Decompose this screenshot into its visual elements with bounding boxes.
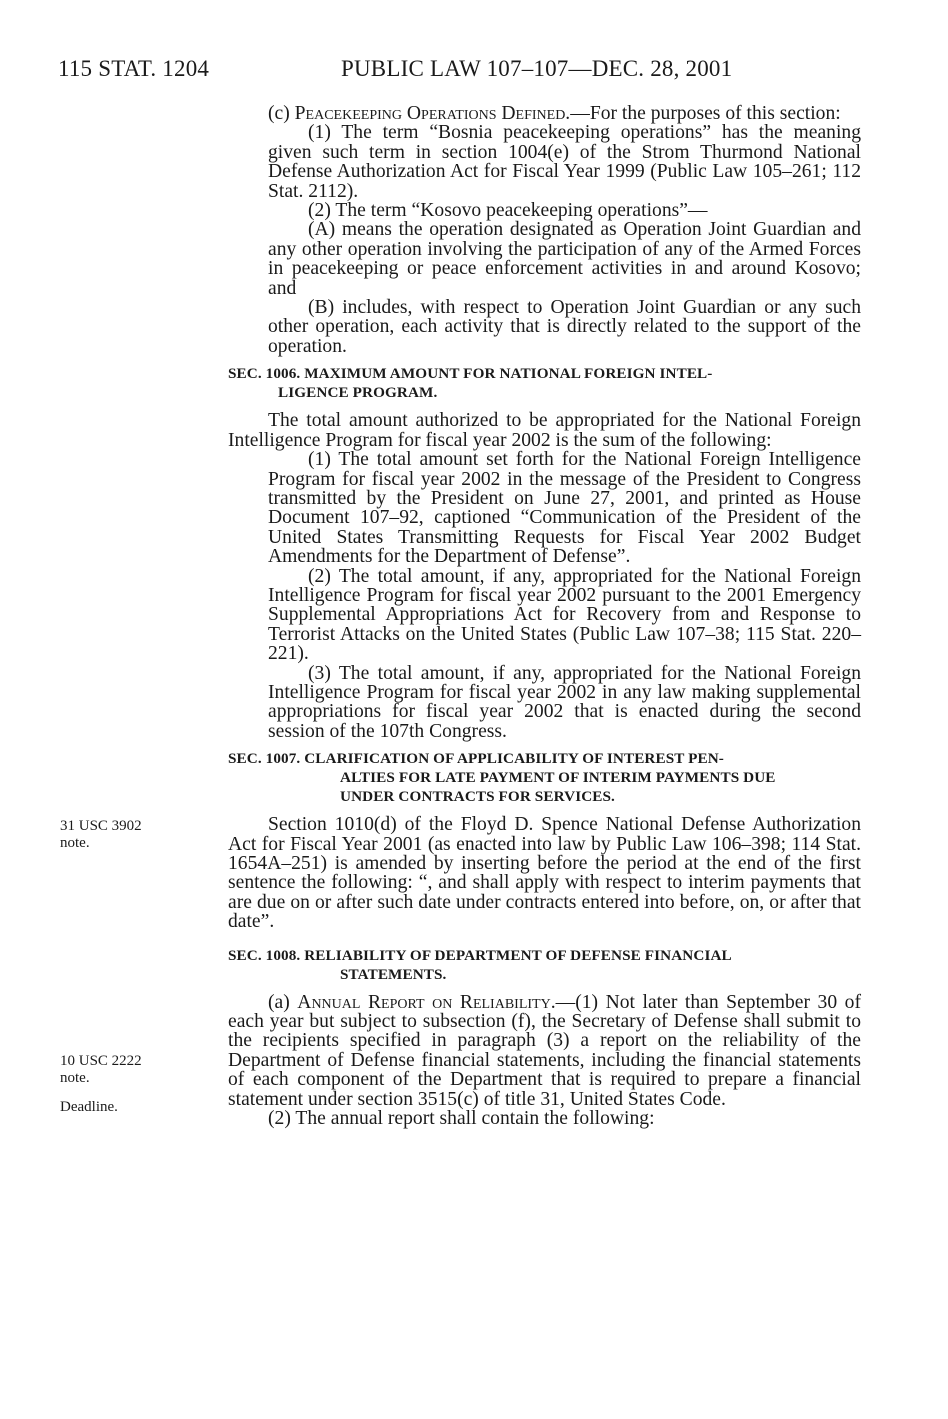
margin-note-line: note. (60, 1070, 90, 1086)
paragraph-c2: (2) The term “Kosovo peacekeeping operations”— (308, 200, 708, 222)
paragraph-c1: (1) The term “Bosnia peacekeeping operations” has the meaning given such term in section 1004(e) of the Strom Thurmond National Defense Authorization Act for Fiscal Year 1999 (Public Law 105–261; 112 Stat. 2112). (268, 122, 861, 202)
section-1008-heading (228, 946, 861, 984)
paragraph-1006-2: (2) The total amount, if any, appropriated for the National Foreign Intelligence Program for fiscal year 2002 pursuant to the 2001 Emergency Supplemental Appropriations Act for Recovery from and Response to Terrorist Attacks on the United States (Public Law 107–38; 115 Stat. 220–221). (268, 565, 861, 665)
subsection-1008-a (228, 993, 861, 1109)
subsection-c-prefix: (c) (268, 103, 295, 124)
section-heading-line: LIGENCE PROGRAM. (278, 384, 438, 402)
subparagraph-c2-b (228, 298, 861, 356)
margin-note-line: Deadline. (60, 1099, 118, 1115)
subsection-a-text: —(1) Not later than September 30 of each year but subject to subsection (f), the Secretary of Defense shall submit to the recipients specified in paragraph (3) a report on the reliability of the Department of Defense financial statements, including the financial statements of each component of the Department that is required to prepare a financial statement under section 3515(c) of title 31, United States Code. (228, 991, 861, 1110)
section-heading-line: STATEMENTS. (340, 965, 447, 983)
subsection-a-prefix: (a) (268, 991, 298, 1013)
section-1007-heading (228, 749, 861, 806)
document-body (228, 104, 861, 1128)
margin-note-line: note. (60, 835, 90, 851)
subparagraph-c2-a-text: (A) means the operation designated as Operation Joint Guardian and any other operation involving the participation of any of the Armed Forces in peacekeeping or peace enforcement activities in and around Kosovo; and (268, 219, 861, 299)
margin-note-10-usc (60, 1053, 142, 1087)
margin-note-deadline (60, 1099, 118, 1116)
section-1006-heading (228, 364, 861, 402)
subparagraph-c2-a (228, 220, 861, 298)
margin-note-line: 10 USC 2222 (60, 1053, 142, 1069)
subparagraph-c2-b-text: (B) includes, with respect to Operation Joint Guardian or any such other operation, each activity that is directly related to the support of the operation. (268, 297, 861, 357)
section-heading-line: SEC. 1006. MAXIMUM AMOUNT FOR NATIONAL FOREIGN INTEL- (228, 365, 713, 383)
subsection-c-intro-text: —For the purposes of this section: (570, 103, 841, 124)
running-head: PUBLIC LAW 107–107—DEC. 28, 2001 (341, 56, 733, 81)
paragraph-1006-3: (3) The total amount, if any, appropriated for the National Foreign Intelligence Program for fiscal year 2002 in any law making supplemental appropriations for fiscal year 2002 that is enacted during the second session of the 107th Congress. (268, 662, 861, 742)
section-heading-line: SEC. 1008. RELIABILITY OF DEPARTMENT OF DEFENSE FINANCIAL (228, 946, 732, 964)
subsection-c-intro (228, 104, 861, 123)
margin-note-line: 31 USC 3902 (60, 818, 142, 834)
subsection-c-heading: Peacekeeping Operations Defined. (294, 103, 571, 124)
subsection-a-heading: Annual Report on Reliability. (297, 991, 556, 1013)
section-heading-line: UNDER CONTRACTS FOR SERVICES. (340, 788, 615, 806)
section-1006-intro: The total amount authorized to be appropriated for the National Foreign Intelligence Program for fiscal year 2002 is the sum of the following: (228, 410, 861, 451)
paragraph-1006-1: (1) The total amount set forth for the National Foreign Intelligence Program for fiscal year 2002 in the message of the President to Congress transmitted by the President on June 27, 2001, and printed as House Document 107–92, captioned “Communication of the President of the United States Transmitting Requests for Fiscal Year 2002 Budget Amendments for the Department of Defense”. (268, 449, 861, 568)
section-heading-line: ALTIES FOR LATE PAYMENT OF INTERIM PAYMENTS DUE (340, 769, 776, 787)
section-1007-text: Section 1010(d) of the Floyd D. Spence National Defense Authorization Act for Fiscal Year 2001 (as enacted into law by Public Law 106–398; 114 Stat. 1654A–251) is amended by inserting before the period at the end of the first sentence the following: “, and shall apply with respect to interim payments that are due on or after such date under contracts entered into before, on, or after that date”. (228, 814, 861, 933)
stat-page-number: 115 STAT. 1204 (58, 56, 210, 81)
page-header (58, 56, 758, 86)
margin-note-31-usc (60, 818, 142, 852)
paragraph-1008-a2: (2) The annual report shall contain the following: (268, 1108, 655, 1130)
section-heading-line: SEC. 1007. CLARIFICATION OF APPLICABILITY OF INTEREST PEN- (228, 750, 724, 768)
